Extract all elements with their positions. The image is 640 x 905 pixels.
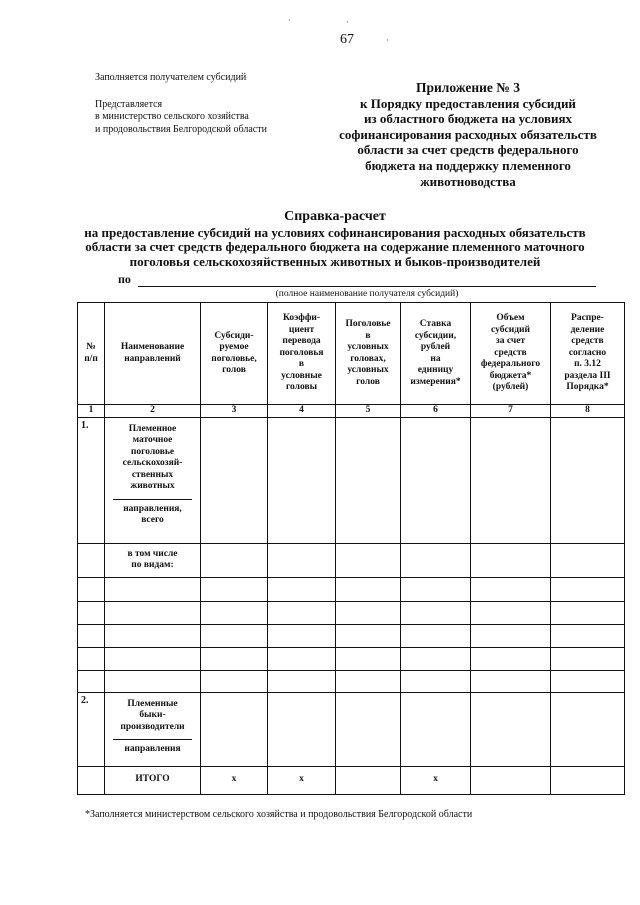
total-row — [78, 766, 625, 794]
input-cell[interactable] — [401, 417, 471, 543]
title-line: Справка-расчет — [284, 209, 386, 224]
total-mark: х — [401, 766, 471, 794]
input-cell[interactable] — [471, 624, 551, 647]
input-cell[interactable] — [105, 647, 201, 670]
input-cell[interactable] — [471, 766, 551, 794]
input-cell[interactable] — [336, 577, 401, 601]
scan-dot: · — [346, 18, 349, 27]
column-number: 3 — [201, 405, 268, 418]
empty-cell — [78, 601, 105, 624]
input-cell[interactable] — [336, 601, 401, 624]
input-cell[interactable] — [401, 624, 471, 647]
header-cell: № п/п — [78, 303, 105, 405]
input-cell[interactable] — [105, 624, 201, 647]
row-name: в том числе по видам: — [105, 543, 201, 577]
scan-dot: · — [288, 16, 291, 25]
table-row — [78, 624, 625, 647]
table-row — [78, 670, 625, 692]
input-cell[interactable] — [471, 670, 551, 692]
input-cell[interactable] — [268, 692, 336, 766]
header-cell: Ставка субсидии, рублей на единицу измерения* — [401, 303, 471, 405]
header-cell: Поголовье в условных головах, условных голов — [336, 303, 401, 405]
input-cell[interactable] — [201, 624, 268, 647]
input-cell[interactable] — [551, 577, 625, 601]
table-row — [78, 577, 625, 601]
input-cell[interactable] — [105, 670, 201, 692]
input-cell[interactable] — [551, 670, 625, 692]
input-cell[interactable] — [471, 417, 551, 543]
column-number: 8 — [551, 405, 625, 418]
input-cell[interactable] — [105, 601, 201, 624]
input-cell[interactable] — [401, 670, 471, 692]
input-cell[interactable] — [268, 670, 336, 692]
input-cell[interactable] — [268, 577, 336, 601]
input-cell[interactable] — [268, 601, 336, 624]
appendix-line: бюджета на поддержку племенного — [365, 157, 571, 173]
row-name: Племенные быки- производители — [120, 698, 185, 732]
input-cell[interactable] — [201, 601, 268, 624]
appendix-line: области за счет средств федерального — [357, 142, 579, 158]
input-cell[interactable] — [336, 647, 401, 670]
input-cell[interactable] — [336, 766, 401, 794]
header-cell: Объем субсидий за счет средств федерального бюджета* (рублей) — [471, 303, 551, 405]
input-cell[interactable] — [201, 543, 268, 577]
input-cell[interactable] — [471, 543, 551, 577]
recipient-name-field[interactable] — [138, 286, 596, 287]
empty-cell — [78, 624, 105, 647]
input-cell[interactable] — [401, 543, 471, 577]
appendix-line: животноводства — [420, 173, 516, 189]
submitted-line: и продовольствия Белгородской области — [95, 123, 267, 135]
input-cell[interactable] — [201, 647, 268, 670]
empty-cell — [78, 670, 105, 692]
header-cell: Коэффи- циент перевода поголовья в условные головы — [268, 303, 336, 405]
submitted-line: в министерство сельского хозяйства — [95, 111, 249, 122]
input-cell[interactable] — [551, 692, 625, 766]
empty-cell — [78, 766, 105, 794]
appendix-line: к Порядку предоставления субсидий — [360, 95, 576, 111]
left-info-block — [95, 72, 267, 136]
row-number: 2. — [78, 692, 105, 766]
scan-dot: · — [386, 36, 389, 45]
filled-by-note: Заполняется получателем субсидий — [95, 72, 247, 83]
input-cell[interactable] — [401, 577, 471, 601]
input-cell[interactable] — [401, 692, 471, 766]
title-line: области за счет средств федерального бюджета на содержание племенного маточного — [85, 239, 585, 254]
header-cell: Субсиди- руемое поголовье, голов — [201, 303, 268, 405]
input-cell[interactable] — [401, 647, 471, 670]
row-name-cell — [105, 692, 201, 766]
title-line: на предоставление субсидий на условиях софинансирования расходных обязательств — [84, 224, 586, 240]
appendix-line: софинансирования расходных обязательств — [339, 126, 597, 142]
divider — [113, 499, 192, 500]
input-cell[interactable] — [471, 601, 551, 624]
appendix-line: Приложение № 3 — [416, 80, 520, 95]
input-cell[interactable] — [268, 543, 336, 577]
empty-cell — [78, 543, 105, 577]
input-cell[interactable] — [336, 670, 401, 692]
input-cell[interactable] — [336, 543, 401, 577]
column-number: 5 — [336, 405, 401, 418]
document-title — [60, 210, 610, 269]
table-row — [78, 417, 625, 543]
input-cell[interactable] — [268, 624, 336, 647]
page-number: 67 — [340, 32, 354, 47]
input-cell[interactable] — [268, 417, 336, 543]
row-number: 1. — [78, 417, 105, 543]
row-name-cell — [105, 417, 201, 543]
input-cell[interactable] — [551, 543, 625, 577]
input-cell[interactable] — [105, 577, 201, 601]
input-cell[interactable] — [336, 624, 401, 647]
input-cell[interactable] — [471, 692, 551, 766]
total-mark: х — [201, 766, 268, 794]
total-mark: х — [268, 766, 336, 794]
input-cell[interactable] — [201, 692, 268, 766]
input-cell[interactable] — [551, 417, 625, 543]
header-cell: Распре- деление средств согласно п. 3.12 раздела III Порядка* — [551, 303, 625, 405]
submitted-line: Представляется — [95, 98, 163, 110]
row-subname: направления — [124, 744, 181, 754]
column-number: 2 — [105, 405, 201, 418]
input-cell[interactable] — [336, 417, 401, 543]
input-cell[interactable] — [551, 766, 625, 794]
input-cell[interactable] — [471, 647, 551, 670]
divider — [113, 739, 192, 740]
input-cell[interactable] — [201, 417, 268, 543]
table-header-row — [78, 303, 625, 405]
input-cell[interactable] — [551, 624, 625, 647]
appendix-line: из областного бюджета на условиях — [363, 111, 573, 127]
empty-cell — [78, 647, 105, 670]
table-row — [78, 601, 625, 624]
header-cell: Наименование направлений — [105, 303, 201, 405]
input-cell[interactable] — [268, 647, 336, 670]
input-cell[interactable] — [551, 647, 625, 670]
column-number: 1 — [78, 405, 105, 418]
appendix-heading — [318, 80, 618, 189]
footnote: *Заполняется министерством сельского хозяйства и продовольствия Белгородской области — [85, 809, 473, 820]
column-number-row — [78, 405, 625, 418]
empty-cell — [78, 577, 105, 601]
input-cell[interactable] — [201, 577, 268, 601]
recipient-caption: (полное наименование получателя субсидий) — [275, 289, 459, 299]
input-cell[interactable] — [471, 577, 551, 601]
column-number: 4 — [268, 405, 336, 418]
calculation-table — [77, 302, 625, 795]
row-subname: направления, всего — [123, 503, 182, 525]
table-row — [78, 692, 625, 766]
table-row — [78, 647, 625, 670]
row-name: Племенное маточное поголовье сельскохозяй- ственных животных — [122, 423, 183, 491]
input-cell[interactable] — [201, 670, 268, 692]
total-label: ИТОГО — [105, 766, 201, 794]
title-line: поголовья сельскохозяйственных животных и быков-производителей — [129, 253, 541, 269]
column-number: 7 — [471, 405, 551, 418]
input-cell[interactable] — [401, 601, 471, 624]
recipient-label: по — [118, 272, 131, 286]
column-number: 6 — [401, 405, 471, 418]
input-cell[interactable] — [551, 601, 625, 624]
table-row — [78, 543, 625, 577]
input-cell[interactable] — [336, 692, 401, 766]
